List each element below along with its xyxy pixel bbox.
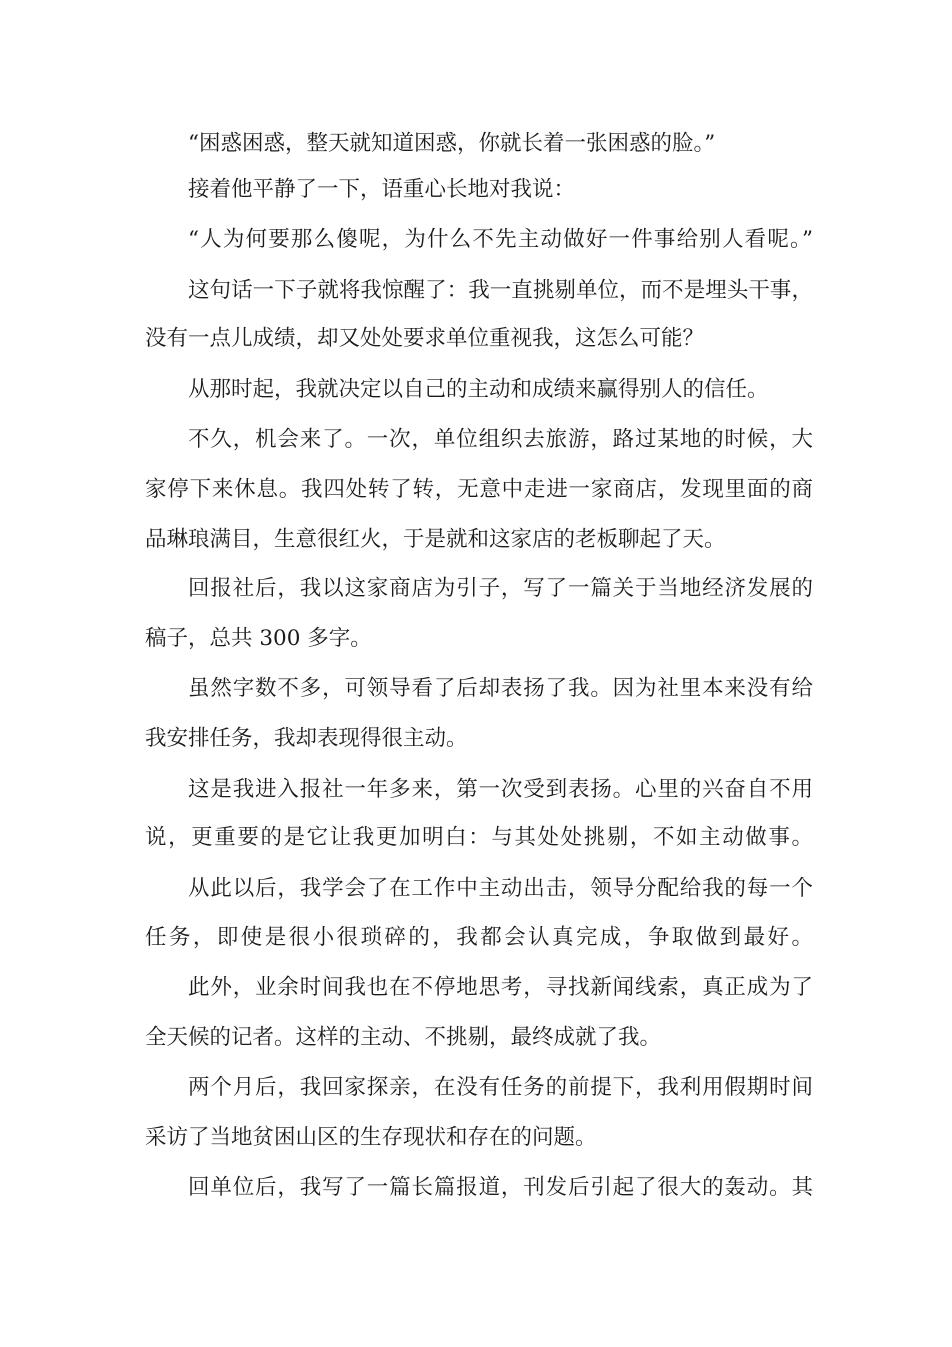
text-line: 采访了当地贫困山区的生存现状和存在的问题。 — [145, 1125, 597, 1150]
text-line: 此外，业余时间我也在不停地思考，寻找新闻线索，真正成为了 — [188, 975, 813, 1000]
text-line: 我安排任务，我却表现得很主动。 — [145, 726, 468, 751]
text-line: 从那时起，我就决定以自己的主动和成绩来赢得别人的信任。 — [188, 377, 769, 402]
text-line: 从此以后，我学会了在工作中主动出击，领导分配给我的每一个 — [188, 876, 813, 901]
text-line: 说，更重要的是它让我更加明白：与其处处挑剔，不如主动做事。 — [145, 825, 813, 850]
text-line: 这句话一下子就将我惊醒了：我一直挑剔单位，而不是埋头干事， — [188, 278, 813, 303]
text-line: 没有一点儿成绩，却又处处要求单位重视我，这怎么可能？ — [145, 326, 705, 351]
text-line: 全天候的记者。这样的主动、不挑剔，最终成就了我。 — [145, 1025, 662, 1050]
text-line: “困惑困惑，整天就知道困惑，你就长着一张困惑的脸。” — [188, 131, 716, 156]
text-line: 家停下来休息。我四处转了转，无意中走进一家商店，发现里面的商 — [145, 477, 813, 502]
text-line: 这是我进入报社一年多来，第一次受到表扬。心里的兴奋自不用 — [188, 777, 813, 802]
text-line: 回报社后，我以这家商店为引子，写了一篇关于当地经济发展的 — [188, 576, 813, 601]
text-line: 虽然字数不多，可领导看了后却表扬了我。因为社里本来没有给 — [188, 676, 813, 701]
text-line: 任务，即使是很小很琐碎的，我都会认真完成，争取做到最好。 — [145, 925, 813, 950]
text-line: 接着他平静了一下，语重心长地对我说： — [188, 177, 576, 202]
text-line: 回单位后，我写了一篇长篇报道，刊发后引起了很大的轰动。其 — [188, 1175, 813, 1200]
text-line: 不久，机会来了。一次，单位组织去旅游，路过某地的时候，大 — [188, 427, 813, 452]
text-line: 两个月后，我回家探亲，在没有任务的前提下，我利用假期时间 — [188, 1075, 813, 1100]
text-line: “人为何要那么傻呢，为什么不先主动做好一件事给别人看呢。” — [188, 227, 813, 252]
text-line: 稿子，总共 300 多字。 — [145, 626, 372, 651]
text-line: 品琳琅满目，生意很红火，于是就和这家店的老板聊起了天。 — [145, 527, 726, 552]
